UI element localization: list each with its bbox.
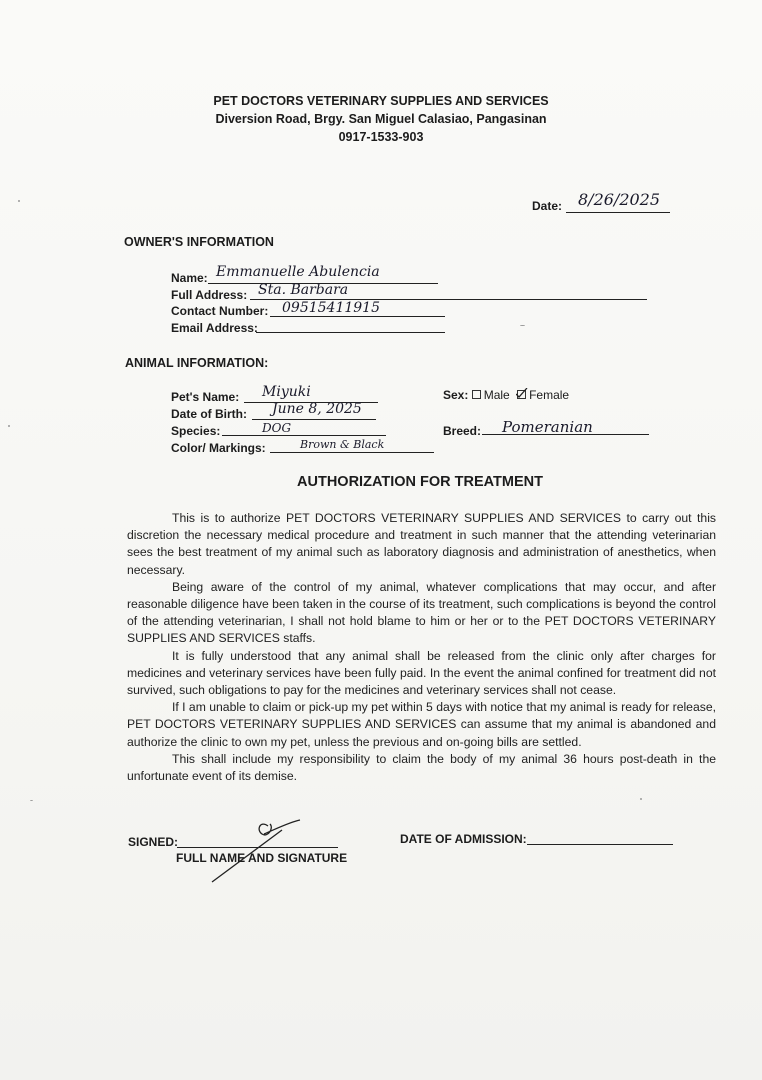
animal-heading: ANIMAL INFORMATION:	[125, 356, 269, 370]
owner-name-value[interactable]: Emmanuelle Abulencia	[216, 264, 380, 280]
owner-email-line	[256, 332, 445, 333]
owner-address-value[interactable]: Sta. Barbara	[258, 282, 349, 298]
color-value[interactable]: Brown & Black	[300, 438, 385, 451]
signed-label: SIGNED:	[128, 835, 179, 849]
sex-male-label: Male	[483, 388, 510, 402]
date-value[interactable]: 8/26/2025	[578, 190, 661, 209]
date-label: Date:	[532, 199, 563, 213]
dob-label: Date of Birth:	[171, 407, 247, 421]
sex-female-checkbox[interactable]	[517, 390, 526, 399]
authorization-paragraph: This is to authorize PET DOCTORS VETERINARY SUPPLIES AND SERVICES to carry out this discretion the necessary medical procedure and treatment in such manner that the attending veterinarian sees the best treatment of my animal such as laboratory diagnosis and administration of anesthetics, when necessary.	[127, 511, 716, 577]
clinic-name: PET DOCTORS VETERINARY SUPPLIES AND SERVICES	[213, 94, 549, 108]
owner-contact-line	[270, 316, 445, 317]
owner-contact-label: Contact Number:	[171, 304, 269, 318]
dob-line	[252, 419, 376, 420]
clinic-address: Diversion Road, Brgy. San Miguel Calasiao, Pangasinan	[215, 112, 547, 126]
scan-speck	[520, 325, 525, 326]
color-line	[270, 452, 434, 453]
authorization-paragraph: If I am unable to claim or pick-up my pet within 5 days with notice that my animal is ready for release, PET DOCTORS VETERINARY SUPPLIES AND SERVICES can assume that my animal is abandoned and authorize the clinic to own my pet, unless the previous and on-going bills are settled.	[127, 700, 716, 749]
species-line	[222, 435, 386, 436]
signature-sub-label: FULL NAME AND SIGNATURE	[176, 851, 348, 865]
pet-name-label: Pet's Name:	[171, 390, 240, 404]
scan-speck	[640, 798, 642, 800]
breed-value[interactable]: Pomeranian	[502, 418, 593, 436]
owner-contact-value[interactable]: 09515411915	[282, 300, 380, 316]
date-line	[566, 212, 670, 213]
sex-male-checkbox[interactable]	[472, 390, 481, 399]
admission-label: DATE OF ADMISSION:	[400, 832, 527, 846]
scan-speck	[18, 200, 20, 202]
authorization-paragraph: This shall include my responsibility to claim the body of my animal 36 hours post-death in the unfortunate event of its demise.	[127, 751, 716, 784]
check-mark-icon	[516, 388, 528, 398]
color-label: Color/ Markings:	[171, 441, 266, 455]
owner-heading: OWNER'S INFORMATION	[124, 235, 274, 249]
owner-email-label: Email Address:	[171, 321, 258, 335]
sex-field	[443, 388, 569, 402]
breed-label: Breed:	[443, 424, 482, 438]
sex-female-label: Female	[529, 388, 570, 402]
pet-name-value[interactable]: Miyuki	[262, 384, 311, 400]
authorization-title: AUTHORIZATION FOR TREATMENT	[297, 474, 543, 490]
authorization-paragraph: Being aware of the control of my animal, whatever complications that may occur, and after reasonable diligence have been taken in the course of its treatment, such complications is beyond the control of the attending veterinarian, I shall not hold blame to him or her or to the PET DOCTORS VETERINARY SUPPLIES AND SERVICES staffs.	[127, 579, 716, 646]
owner-address-label: Full Address:	[171, 288, 248, 302]
authorization-text	[127, 510, 716, 785]
scan-speck	[8, 425, 10, 427]
dob-value[interactable]: June 8, 2025	[272, 401, 362, 417]
scan-speck	[30, 800, 33, 801]
handwritten-signature[interactable]	[208, 812, 308, 884]
species-value[interactable]: DOG	[262, 421, 292, 435]
authorization-paragraph: It is fully understood that any animal shall be released from the clinic only after charges for medicines and veterinary services have been fully paid. In the event the animal confined for treatment did not survived, such obligations to pay for the medicines and veterinary services shall not cease.	[127, 648, 716, 698]
admission-line	[527, 844, 673, 845]
sex-label: Sex:	[443, 388, 469, 402]
species-label: Species:	[171, 424, 221, 438]
clinic-phone: 0917-1533-903	[338, 130, 424, 144]
owner-name-label: Name:	[171, 271, 208, 285]
